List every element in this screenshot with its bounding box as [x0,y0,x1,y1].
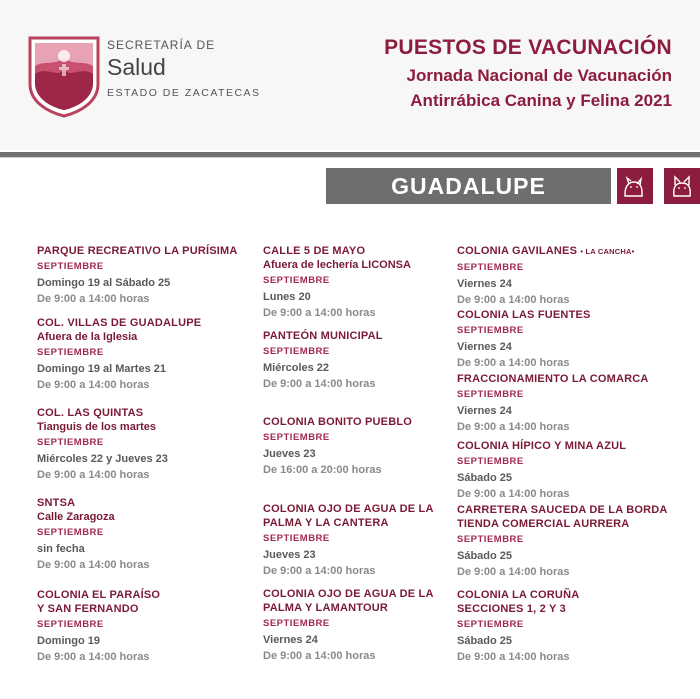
location-month: SEPTIEMBRE [37,261,104,272]
location-entry [263,329,383,391]
location-entry [37,316,201,392]
location-name: PANTEÓN MUNICIPAL [263,330,383,342]
location-name: COLONIA OJO DE AGUA DE LA [263,503,434,515]
location-name-text: COLONIA GAVILANES [457,245,578,257]
location-entry [37,244,238,306]
location-month: SEPTIEMBRE [263,533,330,544]
location-day: Domingo 19 al Sábado 25 [37,277,171,289]
location-detail: PALMA Y LAMANTOUR [263,602,389,614]
location-day: Sábado 25 [457,550,513,562]
location-name: COLONIA LA CORUÑA [457,589,580,601]
municipality-banner: GUADALUPE [326,168,611,204]
location-day: sin fecha [37,543,85,555]
location-month: SEPTIEMBRE [457,389,524,400]
location-month: SEPTIEMBRE [457,262,524,273]
location-entry [457,372,649,434]
divider-thin [0,157,700,158]
location-day: Viernes 24 [263,634,318,646]
location-hours: De 9:00 a 14:00 horas [457,357,570,369]
location-day: Sábado 25 [457,472,513,484]
location-name: COLONIA LAS FUENTES [457,309,591,321]
location-entry [263,502,434,578]
location-month: SEPTIEMBRE [263,346,330,357]
location-entry [457,308,591,370]
location-entry [457,588,579,664]
logo-estado: ESTADO DE ZACATECAS [107,87,261,99]
location-hours: De 9:00 a 14:00 horas [37,559,150,571]
location-name: COLONIA OJO DE AGUA DE LA [263,588,434,600]
location-month: SEPTIEMBRE [457,325,524,336]
location-month: SEPTIEMBRE [37,619,104,630]
location-name: COLONIA HÍPICO Y MINA AZUL [457,440,627,452]
location-name: SNTSA [37,497,76,509]
location-month: SEPTIEMBRE [37,527,104,538]
salud-shield-logo-icon [28,36,100,118]
location-hours: De 9:00 a 14:00 horas [457,294,570,306]
location-hours: De 9:00 a 14:00 horas [37,293,150,305]
location-day: Domingo 19 [37,635,100,647]
location-entry [457,244,634,307]
dog-cat-icon [617,168,653,204]
location-month: SEPTIEMBRE [263,275,330,286]
location-day: Jueves 23 [263,448,316,460]
location-detail: Y SAN FERNANDO [37,603,139,615]
location-name: CARRETERA SAUCEDA DE LA BORDA [457,504,668,516]
location-detail: PALMA Y LA CANTERA [263,517,389,529]
location-name: COL. VILLAS DE GUADALUPE [37,317,202,329]
location-detail: SECCIONES 1, 2 Y 3 [457,603,566,615]
location-entry [37,406,168,482]
location-name: FRACCIONAMIENTO LA COMARCA [457,373,649,385]
location-entry [37,496,150,572]
location-month: SEPTIEMBRE [37,437,104,448]
location-day: Viernes 24 [457,405,512,417]
location-name: COLONIA BONITO PUEBLO [263,416,413,428]
location-name: CALLE 5 DE MAYO [263,245,366,257]
cat-icon [664,168,700,204]
location-hours: De 16:00 a 20:00 horas [263,464,382,476]
location-month: SEPTIEMBRE [457,534,524,545]
location-detail: Afuera de lechería LICONSA [263,259,411,271]
location-entry [263,587,434,663]
location-note: • LA CANCHA• [580,247,635,256]
location-entry [457,439,626,501]
page-title [384,36,672,111]
location-name: COL. LAS QUINTAS [37,407,144,419]
logo-text [107,38,261,99]
location-entry [263,244,411,320]
location-hours: De 9:00 a 14:00 horas [37,379,150,391]
location-name: PARQUE RECREATIVO LA PURÍSIMA [37,245,238,257]
title-line3: Antirrábica Canina y Felina 2021 [410,91,672,110]
location-day: Viernes 24 [457,278,512,290]
location-hours: De 9:00 a 14:00 horas [263,307,376,319]
location-month: SEPTIEMBRE [263,618,330,629]
location-detail: Calle Zaragoza [37,511,115,523]
location-hours: De 9:00 a 14:00 horas [37,469,150,481]
location-hours: De 9:00 a 14:00 horas [263,378,376,390]
location-name [457,244,634,259]
header [0,0,700,150]
location-month: SEPTIEMBRE [37,347,104,358]
location-day: Miércoles 22 y Jueves 23 [37,453,168,465]
location-hours: De 9:00 a 14:00 horas [457,566,570,578]
location-entry [457,503,668,579]
location-entry [37,588,160,664]
logo-salud: Salud [107,54,166,80]
location-day: Jueves 23 [263,549,316,561]
location-detail: Tianguis de los martes [37,421,157,433]
location-hours: De 9:00 a 14:00 horas [457,651,570,663]
location-day: Domingo 19 al Martes 21 [37,363,166,375]
location-hours: De 9:00 a 14:00 horas [263,565,376,577]
logo-secretaria: SECRETARÍA DE [107,38,216,52]
location-day: Lunes 20 [263,291,311,303]
title-line2: Jornada Nacional de Vacunación [406,66,672,85]
location-day: Viernes 24 [457,341,512,353]
location-day: Miércoles 22 [263,362,330,374]
location-detail: TIENDA COMERCIAL AURRERA [457,518,630,530]
location-hours: De 9:00 a 14:00 horas [37,651,150,663]
location-detail: Afuera de la Iglesia [37,331,138,343]
location-hours: De 9:00 a 14:00 horas [457,421,570,433]
location-name: COLONIA EL PARAÍSO [37,589,161,601]
location-month: SEPTIEMBRE [457,456,524,467]
location-month: SEPTIEMBRE [263,432,330,443]
location-entry [263,415,412,477]
location-day: Sábado 25 [457,635,513,647]
location-hours: De 9:00 a 14:00 horas [457,488,570,500]
title-line1: PUESTOS DE VACUNACIÓN [384,36,672,59]
location-month: SEPTIEMBRE [457,619,524,630]
location-hours: De 9:00 a 14:00 horas [263,650,376,662]
